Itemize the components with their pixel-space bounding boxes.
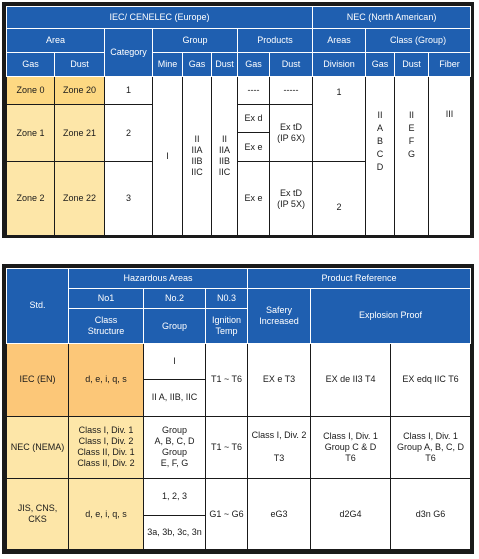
- no2-header: No.2: [144, 289, 206, 309]
- products-dust-header: Dust: [270, 53, 313, 77]
- mine-header: Mine: [153, 53, 183, 77]
- group-dust-header: Dust: [212, 53, 238, 77]
- nec-safety: Class I, Div. 2 T3: [248, 416, 311, 479]
- products-gas-zone0: ----: [238, 77, 270, 105]
- jis-group-1: 1, 2, 3: [144, 479, 206, 515]
- group-header: Group: [153, 29, 238, 53]
- group-header-2: Group: [144, 309, 206, 343]
- iec-explosion-proof-1: EX de II3 T4: [311, 343, 391, 416]
- nec-class-structure: Class I, Div. 1 Class I, Div. 2 Class II, Div. 1 Class II, Div. 2: [69, 416, 144, 479]
- jis-explosion-proof-2: d3n G6: [391, 479, 471, 550]
- areas-header: Areas: [313, 29, 366, 53]
- division-1: 1: [313, 77, 366, 162]
- category-3: 3: [105, 162, 153, 236]
- category-header: Category: [105, 29, 153, 77]
- class-gas-list: II A B C D: [366, 77, 395, 236]
- class-group-header: Class (Group): [366, 29, 471, 53]
- products-dust-zone22: Ex tD (IP 5X): [270, 162, 313, 236]
- class-fiber: III: [429, 77, 471, 236]
- products-gas-ex-e: Ex e: [244, 142, 263, 152]
- std-header: Std.: [7, 269, 69, 344]
- std-jis: JIS, CNS, CKS: [7, 479, 69, 550]
- std-nec: NEC (NEMA): [7, 416, 69, 479]
- division-2: 2: [313, 162, 366, 236]
- products-dust-zone21: Ex tD (IP 6X): [270, 105, 313, 162]
- iec-safety: EX e T3: [248, 343, 311, 416]
- class-gas-header: Gas: [366, 53, 395, 77]
- hazardous-areas-header: Hazardous Areas: [69, 269, 248, 289]
- jis-group-2: 3a, 3b, 3c, 3n: [144, 515, 206, 549]
- zone-20: Zone 20: [55, 77, 105, 105]
- area-dust-header: Dust: [55, 53, 105, 77]
- products-header: Products: [238, 29, 313, 53]
- products-gas-header: Gas: [238, 53, 270, 77]
- nec-explosion-proof-2: Class I, Div. 1 Group A, B, C, D T6: [391, 416, 471, 479]
- nec-explosion-proof-1: Class I, Div. 1 Group C & D T6: [311, 416, 391, 479]
- zone-1: Zone 1: [7, 105, 55, 162]
- products-gas-zone2: Ex e: [238, 162, 270, 236]
- jis-safety: eG3: [248, 479, 311, 550]
- products-dust-zone20: -----: [270, 77, 313, 105]
- products-gas-ex-d: Ex d: [238, 105, 269, 133]
- jis-explosion-proof-1: d2G4: [311, 479, 391, 550]
- safety-increased-header: Safery Increased: [248, 289, 311, 344]
- no3-header: N0.3: [206, 289, 248, 309]
- group-gas-header: Gas: [183, 53, 212, 77]
- group-dust-list: II IIA IIB IIC: [212, 77, 238, 236]
- iec-ignition-temp: T1 ~ T6: [206, 343, 248, 416]
- products-gas-zone1: [238, 105, 270, 162]
- zone-classification-table: [6, 6, 471, 236]
- class-structure-header: Class Structure: [69, 309, 144, 343]
- nec-ignition-temp: T1 ~ T6: [206, 416, 248, 479]
- jis-ignition-temp: G1 ~ G6: [206, 479, 248, 550]
- category-2: 2: [105, 105, 153, 162]
- mine-group: I: [153, 77, 183, 236]
- zone-0: Zone 0: [7, 77, 55, 105]
- division-header: Division: [313, 53, 366, 77]
- category-1: 1: [105, 77, 153, 105]
- std-iec: IEC (EN): [7, 343, 69, 416]
- iec-explosion-proof-2: EX edq IIC T6: [391, 343, 471, 416]
- jis-class-structure: d, e, i, q, s: [69, 479, 144, 550]
- nec-group: Group A, B, C, D Group E, F, G: [144, 416, 206, 479]
- iec-group-2: II A, IIB, IIC: [144, 380, 206, 416]
- product-reference-header: Product Reference: [248, 269, 471, 289]
- class-dust-list: II E F G: [395, 77, 429, 236]
- zone-22: Zone 22: [55, 162, 105, 236]
- area-gas-header: Gas: [7, 53, 55, 77]
- zone-2: Zone 2: [7, 162, 55, 236]
- group-gas-list: II IIA IIB IIC: [183, 77, 212, 236]
- no1-header: No1: [69, 289, 144, 309]
- zone-21: Zone 21: [55, 105, 105, 162]
- area-header: Area: [7, 29, 105, 53]
- class-fiber-header: Fiber: [429, 53, 471, 77]
- explosion-proof-header: Explosion Proof: [311, 289, 471, 344]
- iec-title: IEC/ CENELEC (Europe): [7, 7, 313, 29]
- nec-title: NEC (North American): [313, 7, 471, 29]
- iec-class-structure: d, e, i, q, s: [69, 343, 144, 416]
- iec-group-1: I: [144, 343, 206, 379]
- ignition-temp-header: Ignition Temp: [206, 309, 248, 343]
- class-dust-header: Dust: [395, 53, 429, 77]
- standards-reference-table: [6, 268, 471, 550]
